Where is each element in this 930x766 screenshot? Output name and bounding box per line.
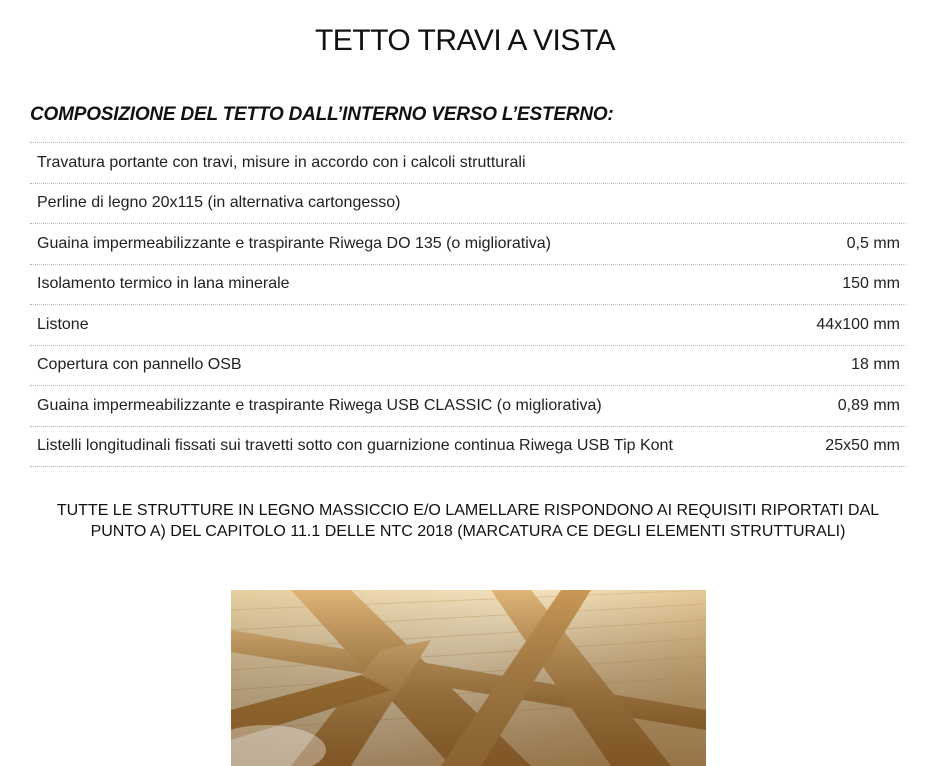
table-row xyxy=(30,224,906,265)
table-row xyxy=(30,386,906,427)
layer-description: Isolamento termico in lana minerale xyxy=(37,275,290,293)
layer-description: Listone xyxy=(37,315,89,333)
layer-thickness: 0,5 mm xyxy=(846,234,900,252)
table-row xyxy=(30,265,906,306)
section-heading: COMPOSIZIONE DEL TETTO DALL’INTERNO VERSO L’ESTERNO: xyxy=(30,104,614,125)
layer-thickness: 0,89 mm xyxy=(837,396,900,414)
layer-thickness: 150 mm xyxy=(842,275,900,293)
layer-description: Perline di legno 20x115 (in alternativa cartongesso) xyxy=(37,194,401,212)
roof-layers-table xyxy=(30,142,906,467)
roof-beams-photo xyxy=(231,590,706,766)
layer-description: Guaina impermeabilizzante e traspirante Riwega DO 135 (o migliorativa) xyxy=(37,234,552,252)
layer-description: Copertura con pannello OSB xyxy=(37,356,242,374)
table-row xyxy=(30,346,906,387)
table-row xyxy=(30,305,906,346)
table-row xyxy=(30,427,906,468)
page-title: TETTO TRAVI A VISTA xyxy=(314,24,616,57)
structural-notice: TUTTE LE STRUTTURE IN LEGNO MASSICCIO E/O LAMELLARE RISPONDONO AI REQUISITI RIPORTATI DAL PUNTO A) DEL CAPITOLO 11.1 DELLE NTC 2018 (MARCATURA CE DEGLI ELEMENTI STRUTTURALI) xyxy=(56,502,880,540)
layer-description: Guaina impermeabilizzante e traspirante Riwega USB CLASSIC (o migliorativa) xyxy=(37,396,602,414)
layer-thickness: 25x50 mm xyxy=(825,437,900,455)
layer-thickness: 18 mm xyxy=(851,356,900,374)
table-row xyxy=(30,143,906,184)
layer-description: Listelli longitudinali fissati sui travetti sotto con guarnizione continua Riwega USB Tip Kont xyxy=(37,437,673,455)
layer-thickness: 44x100 mm xyxy=(816,315,900,333)
layer-description: Travatura portante con travi, misure in accordo con i calcoli strutturali xyxy=(37,153,526,171)
table-row xyxy=(30,184,906,225)
